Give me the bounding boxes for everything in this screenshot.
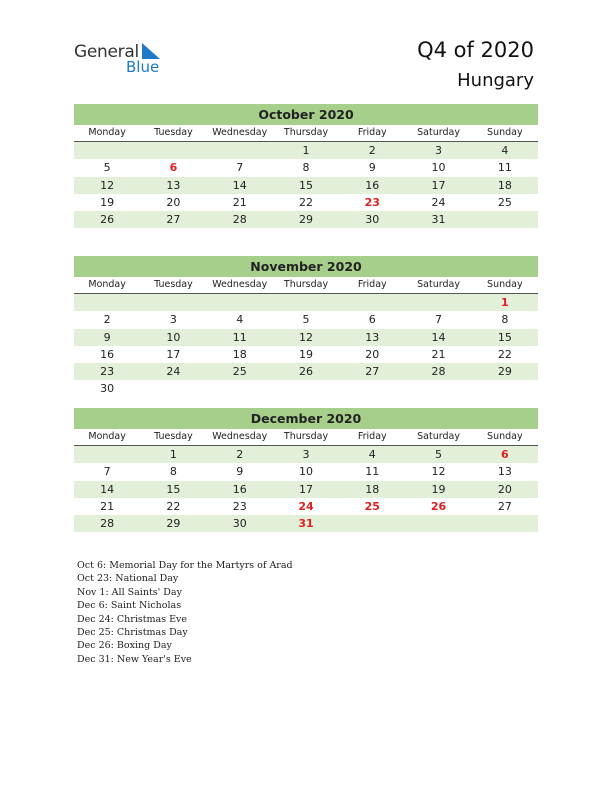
holiday-note: Dec 26: Boxing Day [77, 640, 172, 652]
date-cell: 11 [232, 330, 247, 344]
empty-date-cell [140, 380, 206, 397]
week-row [74, 311, 538, 328]
month-november [74, 256, 538, 398]
date-cell: 10 [431, 161, 446, 175]
holiday-date-cell: 24 [298, 499, 314, 513]
week-row [74, 211, 538, 228]
empty-date-cell [472, 380, 538, 397]
date-cell: 22 [166, 499, 181, 513]
empty-date-cell [74, 294, 140, 311]
empty-date-cell [405, 515, 471, 532]
date-cell: 18 [365, 482, 380, 496]
holiday-date-cell: 6 [501, 448, 509, 461]
date-cell: 5 [435, 448, 443, 461]
empty-date-cell [207, 142, 273, 159]
holiday-date-cell: 6 [169, 161, 178, 175]
date-cell: 30 [365, 213, 380, 227]
month-header: November 2020 [74, 256, 538, 277]
holiday-note: Oct 23: National Day [77, 573, 179, 585]
date-cell: 25 [232, 365, 247, 379]
week-row [74, 463, 538, 480]
date-cell: 26 [298, 365, 313, 379]
date-cell: 12 [100, 178, 115, 192]
date-cell: 17 [298, 482, 313, 496]
empty-date-cell [74, 446, 140, 463]
date-cell: 14 [431, 330, 446, 344]
weekday-header-row [74, 429, 538, 446]
country-subtitle: Hungary [457, 70, 534, 91]
date-cell: 7 [236, 161, 244, 175]
date-cell: 13 [497, 465, 512, 479]
weekday-label: Thursday [283, 279, 329, 290]
date-cell: 11 [365, 465, 380, 479]
weekday-header-row [74, 277, 538, 294]
empty-date-cell [472, 211, 538, 228]
weekday-header-row [74, 125, 538, 142]
weekday-label: Tuesday [154, 127, 193, 138]
week-row [74, 380, 538, 397]
week-row [74, 498, 538, 515]
week-rows [74, 294, 538, 398]
date-cell: 24 [431, 195, 446, 209]
date-cell: 29 [298, 213, 313, 227]
weekday-label: Saturday [417, 127, 460, 138]
date-cell: 10 [166, 330, 181, 344]
week-row [74, 481, 538, 498]
date-cell: 29 [166, 517, 181, 531]
empty-date-cell [140, 294, 206, 311]
empty-date-cell [405, 380, 471, 397]
date-cell: 31 [431, 213, 446, 227]
week-row [74, 346, 538, 363]
weekday-label: Sunday [487, 279, 523, 290]
date-cell: 16 [100, 347, 115, 361]
date-cell: 15 [298, 178, 313, 192]
week-row [74, 363, 538, 380]
date-cell: 4 [501, 144, 509, 157]
date-cell: 5 [103, 161, 111, 175]
date-cell: 18 [497, 178, 512, 192]
date-cell: 3 [302, 448, 310, 461]
weekday-label: Wednesday [212, 431, 268, 442]
holiday-date-cell: 26 [430, 499, 447, 513]
brand-logo [74, 42, 174, 78]
date-cell: 9 [236, 465, 244, 479]
holiday-note: Dec 24: Christmas Eve [77, 613, 188, 625]
date-cell: 13 [365, 330, 380, 344]
date-cell: 4 [368, 448, 376, 461]
empty-date-cell [339, 380, 405, 397]
weekday-label: Thursday [283, 127, 329, 138]
empty-date-cell [74, 142, 140, 159]
week-row [74, 194, 538, 211]
weekday-label: Saturday [417, 279, 460, 290]
date-cell: 27 [166, 213, 181, 227]
date-cell: 9 [103, 330, 111, 344]
week-row [74, 142, 538, 159]
weekday-label: Monday [88, 127, 126, 138]
empty-date-cell [339, 294, 405, 311]
date-cell: 22 [298, 195, 313, 209]
holiday-date-cell: 1 [501, 296, 509, 309]
date-cell: 11 [497, 161, 512, 175]
week-rows [74, 142, 538, 228]
date-cell: 24 [166, 365, 181, 379]
date-cell: 2 [368, 144, 376, 157]
date-cell: 12 [298, 330, 313, 344]
holiday-note: Nov 1: All Saints' Day [77, 586, 182, 598]
date-cell: 30 [100, 382, 115, 396]
week-row [74, 515, 538, 532]
weekday-label: Friday [357, 127, 387, 138]
weekday-label: Saturday [417, 431, 460, 442]
empty-date-cell [472, 515, 538, 532]
date-cell: 1 [302, 144, 310, 157]
page-title: Q4 of 2020 [417, 38, 534, 62]
date-cell: 7 [103, 465, 111, 479]
date-cell: 27 [365, 365, 380, 379]
date-cell: 21 [232, 195, 247, 209]
holiday-note: Dec 6: Saint Nicholas [77, 600, 182, 612]
holiday-date-cell: 31 [298, 517, 314, 531]
weekday-label: Tuesday [154, 279, 193, 290]
weekday-label: Monday [88, 279, 126, 290]
date-cell: 3 [435, 144, 443, 157]
date-cell: 26 [100, 213, 115, 227]
date-cell: 13 [166, 178, 181, 192]
empty-date-cell [273, 294, 339, 311]
weekday-label: Sunday [487, 431, 523, 442]
weekday-label: Tuesday [154, 431, 193, 442]
weekday-label: Wednesday [212, 279, 268, 290]
date-cell: 8 [169, 465, 177, 479]
date-cell: 27 [497, 499, 512, 513]
date-cell: 20 [166, 195, 181, 209]
empty-date-cell [140, 142, 206, 159]
month-header: October 2020 [74, 104, 538, 125]
date-cell: 5 [302, 313, 310, 327]
holiday-note: Dec 25: Christmas Day [77, 627, 188, 639]
month-october [74, 104, 538, 228]
date-cell: 19 [431, 482, 446, 496]
holiday-note: Oct 6: Memorial Day for the Martyrs of Arad [77, 560, 293, 571]
logo-triangle-icon [142, 43, 160, 59]
weekday-label: Friday [357, 431, 387, 442]
date-cell: 28 [232, 213, 247, 227]
empty-date-cell [339, 515, 405, 532]
date-cell: 16 [365, 178, 380, 192]
date-cell: 28 [431, 365, 446, 379]
holiday-date-cell: 25 [364, 499, 380, 513]
date-cell: 23 [232, 499, 247, 513]
date-cell: 25 [497, 195, 512, 209]
date-cell: 10 [298, 465, 313, 479]
weekday-label: Friday [357, 279, 387, 290]
weekday-label: Thursday [283, 431, 329, 442]
date-cell: 18 [232, 347, 247, 361]
holiday-date-cell: 23 [364, 195, 380, 209]
weekday-label: Monday [88, 431, 126, 442]
date-cell: 19 [298, 347, 313, 361]
date-cell: 9 [368, 161, 376, 175]
date-cell: 4 [236, 313, 244, 327]
date-cell: 14 [100, 482, 115, 496]
week-row [74, 159, 538, 176]
week-row [74, 294, 538, 311]
date-cell: 2 [103, 313, 111, 327]
date-cell: 20 [365, 347, 380, 361]
date-cell: 21 [100, 499, 115, 513]
weekday-label: Wednesday [212, 127, 268, 138]
date-cell: 8 [302, 161, 310, 175]
empty-date-cell [207, 380, 273, 397]
holiday-notes-list [77, 559, 293, 666]
date-cell: 6 [368, 313, 376, 327]
date-cell: 23 [100, 365, 115, 379]
date-cell: 19 [100, 195, 115, 209]
date-cell: 8 [501, 313, 509, 327]
empty-date-cell [273, 380, 339, 397]
date-cell: 12 [431, 465, 446, 479]
brand-word-general: General [74, 42, 139, 62]
date-cell: 7 [435, 313, 443, 327]
brand-word-blue: Blue [126, 58, 160, 76]
date-cell: 17 [431, 178, 446, 192]
date-cell: 1 [169, 448, 177, 461]
date-cell: 20 [497, 482, 512, 496]
week-row [74, 446, 538, 463]
date-cell: 15 [497, 330, 512, 344]
date-cell: 29 [497, 365, 512, 379]
empty-date-cell [405, 294, 471, 311]
date-cell: 30 [232, 517, 247, 531]
weekday-label: Sunday [487, 127, 523, 138]
empty-date-cell [207, 294, 273, 311]
date-cell: 15 [166, 482, 181, 496]
week-rows [74, 446, 538, 532]
month-header: December 2020 [74, 408, 538, 429]
holiday-note: Dec 31: New Year's Eve [77, 653, 192, 665]
date-cell: 2 [236, 448, 244, 461]
date-cell: 28 [100, 517, 115, 531]
date-cell: 3 [169, 313, 177, 327]
date-cell: 22 [497, 347, 512, 361]
month-december [74, 408, 538, 532]
date-cell: 21 [431, 347, 446, 361]
date-cell: 17 [166, 347, 181, 361]
date-cell: 14 [232, 178, 247, 192]
week-row [74, 329, 538, 346]
date-cell: 16 [232, 482, 247, 496]
week-row [74, 177, 538, 194]
